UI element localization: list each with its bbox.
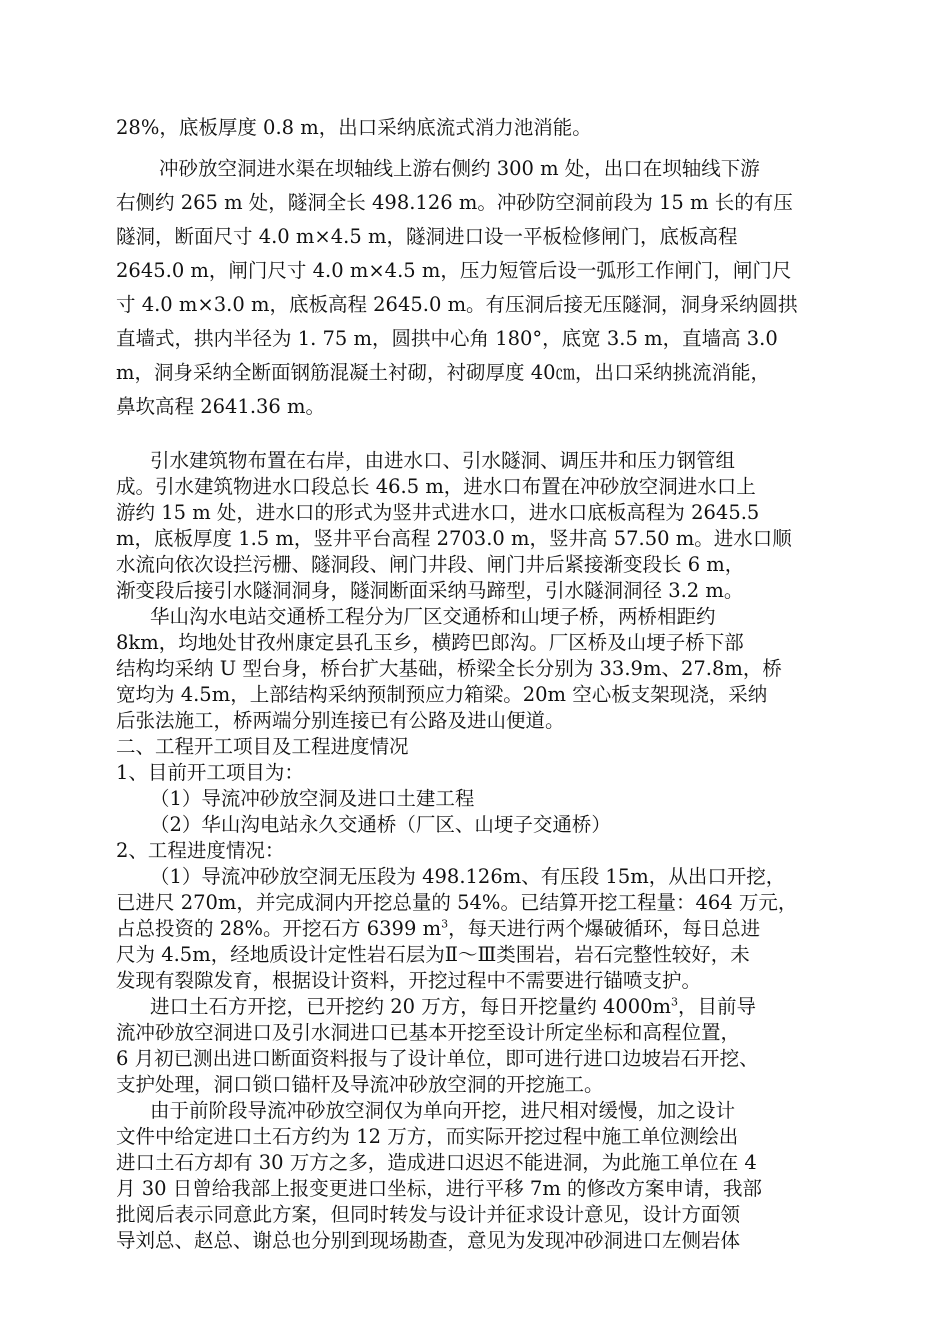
paragraph-line: 宽均为 4.5m，上部结构采纳预制预应力箱梁。20m 空心板支架现浇，采纳 — [116, 683, 768, 706]
paragraph-line: （1）导流冲砂放空洞无压段为 498.126m、有压段 15m，从出口开挖， — [150, 865, 786, 888]
paragraph-line: 文件中给定进口土石方约为 12 万方，而实际开挖过程中施工单位测绘出 — [116, 1125, 739, 1148]
paragraph-line — [150, 994, 756, 1020]
paragraph-line: 结构均采纳 U 型台身，桥台扩大基础，桥梁全长分别为 33.9m、27.8m，桥 — [116, 657, 782, 680]
paragraph-line: m，洞身采纳全断面钢筋混凝土衬砌，衬砌厚度 40㎝，出口采纳挑流消能， — [116, 361, 771, 384]
paragraph-line: 寸 4.0 m×3.0 m，底板高程 2645.0 m。有压洞后接无压隧洞，洞身采纳圆拱 — [116, 293, 798, 316]
paragraph-line: m，底板厚度 1.5 m，竖井平台高程 2703.0 m，竖井高 57.50 m。进水口顺 — [116, 527, 792, 550]
paragraph-line: 后张法施工，桥两端分别连接已有公路及进山便道。 — [116, 709, 565, 732]
paragraph-line: 成。引水建筑物进水口段总长 46.5 m，进水口布置在冲砂放空洞进水口上 — [116, 475, 756, 498]
paragraph-line: 水流向依次设拦污栅、隧洞段、闸门井段、闸门井后紧接渐变段长 6 m， — [116, 553, 745, 576]
subsection-heading: 1、目前开工项目为： — [116, 761, 304, 784]
paragraph-line: 批阅后表示同意此方案，但同时转发与设计并征求设计意见，设计方面领 — [116, 1203, 741, 1226]
text-run: ，目前导 — [678, 995, 757, 1018]
text-run: 进口土石方开挖，已开挖约 20 万方，每日开挖量约 4000m — [150, 995, 672, 1018]
text-run: 占总投资的 28%。开挖石方 6399 m — [116, 917, 442, 940]
paragraph-line: 隧洞，断面尺寸 4.0 m×4.5 m，隧洞进口设一平板检修闸门，底板高程 — [116, 225, 738, 248]
paragraph-line: 28%，底板厚度 0.8 m，出口采纳底流式消力池消能。 — [116, 116, 592, 139]
section-heading: 二、工程开工项目及工程进度情况 — [116, 735, 409, 758]
paragraph-line: 已进尺 270m，并完成洞内开挖总量的 54%。已结算开挖工程量：464 万元， — [116, 891, 798, 914]
paragraph-line — [116, 916, 760, 942]
superscript: 3 — [441, 917, 449, 931]
paragraph-line: 发现有裂隙发育，根据设计资料，开挖过程中不需要进行锚喷支护。 — [116, 969, 702, 992]
paragraph-line: 引水建筑物布置在右岸，由进水口、引水隧洞、调压井和压力钢管组 — [150, 449, 736, 472]
paragraph-line: 右侧约 265 m 处，隧洞全长 498.126 m。冲砂防空洞前段为 15 m 长的有压 — [116, 191, 793, 214]
superscript: 3 — [671, 995, 679, 1009]
paragraph-line: 尺为 4.5m，经地质设计定性岩石层为Ⅱ～Ⅲ类围岩，岩石完整性较好，未 — [116, 943, 750, 966]
paragraph-line: 直墙式，拱内半径为 1. 75 m，圆拱中心角 180°，底宽 3.5 m，直墙高 3.0 — [116, 327, 778, 350]
text-run: ，每天进行两个爆破循环，每日总进 — [448, 917, 761, 940]
list-item: （2）华山沟电站永久交通桥（厂区、山埂子交通桥） — [150, 813, 611, 836]
paragraph-line: 由于前阶段导流冲砂放空洞仅为单向开挖，进尺相对缓慢，加之设计 — [150, 1099, 736, 1122]
paragraph-line: 导刘总、赵总、谢总也分别到现场勘查，意见为发现冲砂洞进口左侧岩体 — [116, 1229, 741, 1252]
paragraph-line: 渐变段后接引水隧洞洞身，隧洞断面采纳马蹄型，引水隧洞洞径 3.2 m。 — [116, 579, 744, 602]
paragraph-line: 游约 15 m 处，进水口的形式为竖井式进水口，进水口底板高程为 2645.5 — [116, 501, 760, 524]
paragraph-line: 华山沟水电站交通桥工程分为厂区交通桥和山埂子桥，两桥相距约 — [150, 605, 716, 628]
paragraph-line: 流冲砂放空洞进口及引水洞进口已基本开挖至设计所定坐标和高程位置， — [116, 1021, 741, 1044]
paragraph-line: 月 30 日曾给我部上报变更进口坐标，进行平移 7m 的修改方案申请，我部 — [116, 1177, 763, 1200]
paragraph-line: 进口土石方却有 30 万方之多，造成进口迟迟不能进洞，为此施工单位在 4 — [116, 1151, 757, 1174]
paragraph-line: 支护处理，洞口锁口锚杆及导流冲砂放空洞的开挖施工。 — [116, 1073, 604, 1096]
list-item: （1）导流冲砂放空洞及进口土建工程 — [150, 787, 475, 810]
subsection-heading: 2、工程进度情况： — [116, 839, 285, 862]
paragraph-line: 鼻坎高程 2641.36 m。 — [116, 395, 326, 418]
paragraph-line: 6 月初已测出进口断面资料报与了设计单位，即可进行进口边坡岩石开挖、 — [116, 1047, 759, 1070]
paragraph-line: 2645.0 m，闸门尺寸 4.0 m×4.5 m，压力短管后设一弧形工作闸门，闸门尺 — [116, 259, 792, 282]
paragraph-line: 8km，均地处甘孜州康定县孔玉乡，横跨巴郎沟。厂区桥及山埂子桥下部 — [116, 631, 744, 654]
paragraph-line: 冲砂放空洞进水渠在坝轴线上游右侧约 300 m 处，出口在坝轴线下游 — [159, 157, 760, 180]
